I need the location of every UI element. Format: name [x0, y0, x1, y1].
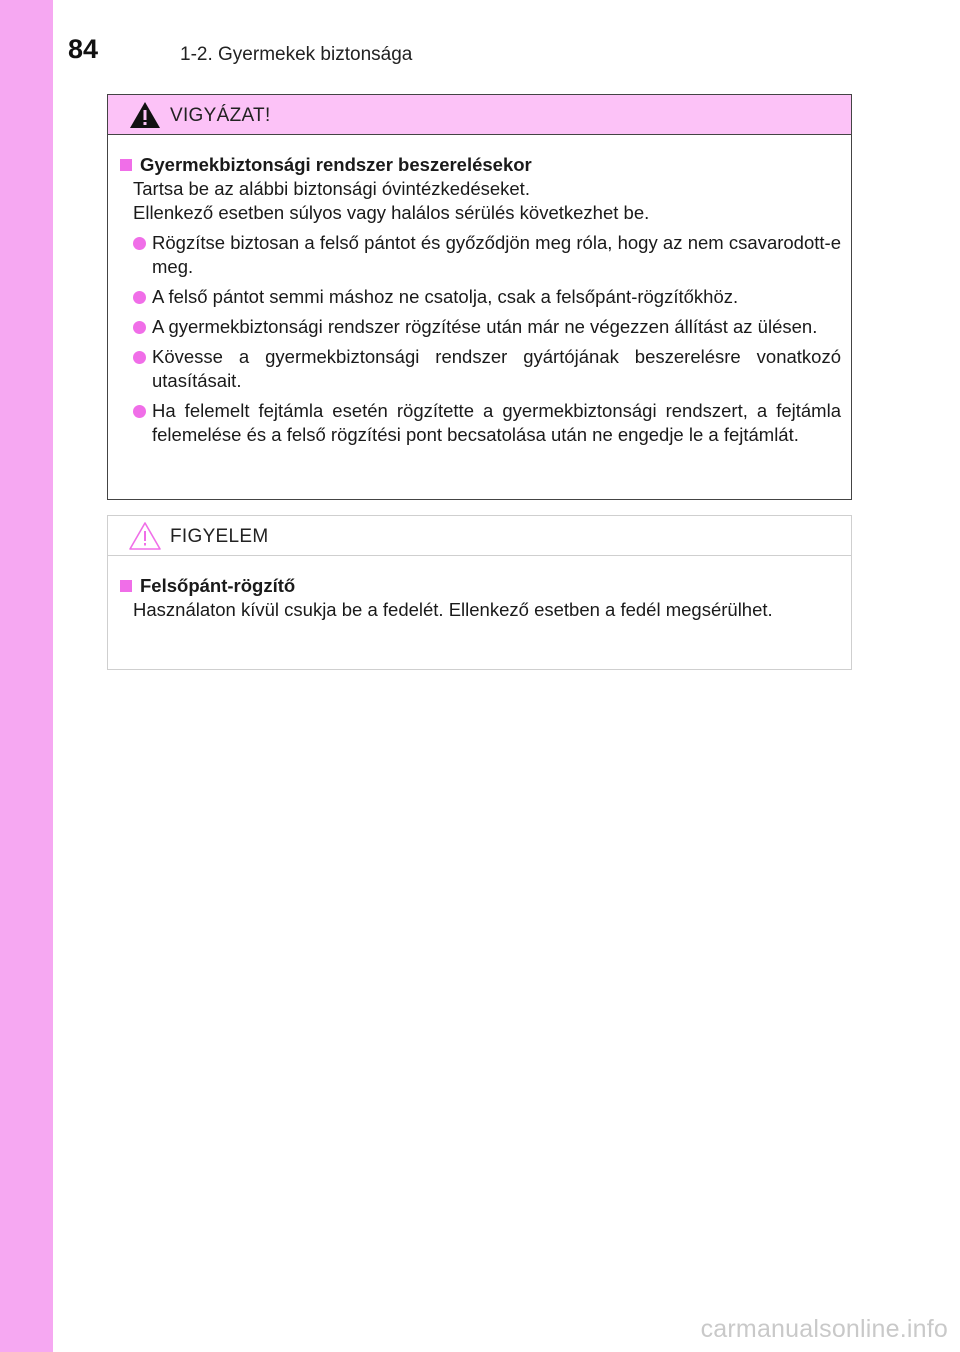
notice-topic-text: Felsőpánt-rögzítő	[140, 575, 296, 596]
bullet-text: Rögzítse biztosan a felső pántot és győződjön meg róla, hogy az nem csavarodott-e meg.	[152, 232, 841, 277]
notice-box	[107, 515, 852, 670]
list-item	[120, 231, 841, 279]
list-item	[120, 399, 841, 447]
section-title: 1-2. Gyermekek biztonsága	[180, 44, 413, 65]
warning-body	[108, 135, 851, 447]
notice-label: FIGYELEM	[170, 526, 269, 547]
square-bullet-icon	[120, 580, 132, 592]
notice-header	[108, 516, 851, 556]
warning-triangle-outline-icon	[128, 521, 162, 551]
round-bullet-icon	[133, 237, 146, 250]
notice-text: Használaton kívül csukja be a fedelét. Ellenkező esetben a fedél megsérülhet.	[133, 599, 773, 620]
list-item	[120, 345, 841, 393]
round-bullet-icon	[133, 321, 146, 334]
side-color-band	[0, 0, 53, 1352]
site-watermark: carmanualsonline.info	[700, 1315, 948, 1343]
bullet-text: Kövesse a gyermekbiztonsági rendszer gyártójának beszerelésre vonatkozó utasításait.	[152, 346, 841, 391]
warning-box	[107, 94, 852, 500]
page-number: 84	[68, 34, 99, 64]
warning-intro-line: Ellenkező esetben súlyos vagy halálos sérülés következhet be.	[133, 202, 650, 223]
round-bullet-icon	[133, 291, 146, 304]
warning-topic	[120, 152, 841, 177]
square-bullet-icon	[120, 159, 132, 171]
warning-label: VIGYÁZAT!	[170, 105, 271, 126]
bullet-text: A felső pántot semmi máshoz ne csatolja, csak a felsőpánt-rögzítőkhöz.	[152, 286, 739, 307]
notice-body	[108, 556, 851, 622]
bullet-text: Ha felemelt fejtámla esetén rögzítette a gyermekbiztonsági rendszert, a fejtámla felemelése és a felső rögzítési pont becsatolása után ne engedje le a fejtámlát.	[152, 400, 841, 445]
notice-topic	[120, 573, 841, 598]
round-bullet-icon	[133, 405, 146, 418]
warning-triangle-filled-icon	[128, 100, 162, 130]
warning-header	[108, 95, 851, 135]
list-item	[120, 315, 841, 339]
warning-topic-text: Gyermekbiztonsági rendszer beszerelésekor	[140, 154, 532, 175]
list-item	[120, 285, 841, 309]
bullet-text: A gyermekbiztonsági rendszer rögzítése után már ne végezzen állítást az ülésen.	[152, 316, 818, 337]
warning-intro-line: Tartsa be az alábbi biztonsági óvintézkedéseket.	[133, 178, 530, 199]
warning-bullet-list	[120, 231, 841, 447]
round-bullet-icon	[133, 351, 146, 364]
